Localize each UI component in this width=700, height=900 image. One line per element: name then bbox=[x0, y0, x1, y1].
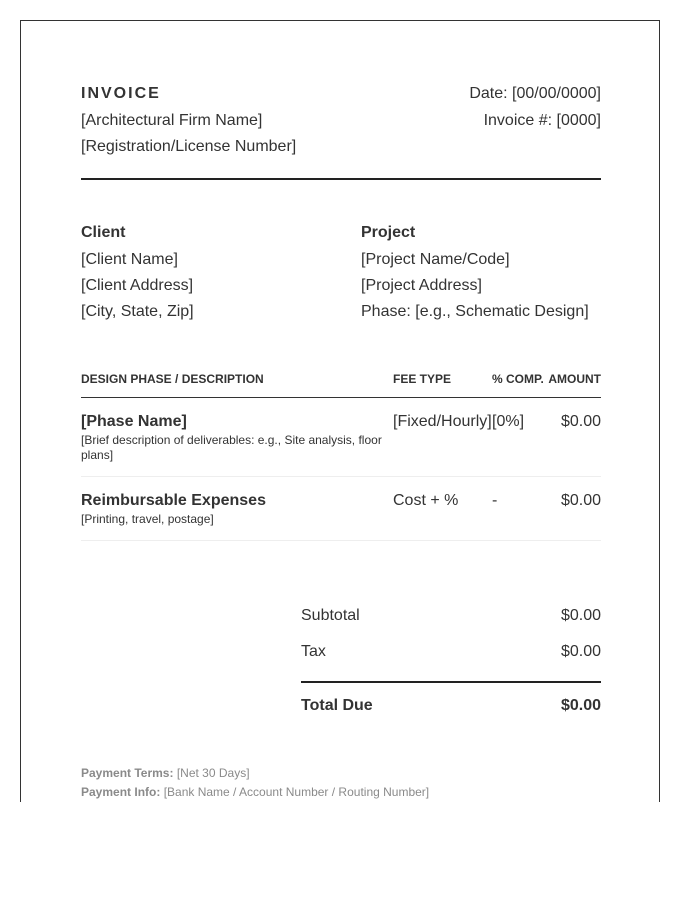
row-fee-type: [Fixed/Hourly] bbox=[393, 413, 492, 430]
firm-info bbox=[81, 83, 296, 160]
client-address: [Client Address] bbox=[81, 277, 194, 294]
table-row bbox=[81, 398, 601, 477]
payment-terms-label: Payment Terms: bbox=[81, 766, 174, 780]
payment-terms-value: [Net 30 Days] bbox=[176, 766, 250, 780]
project-heading: Project bbox=[361, 224, 416, 241]
payment-terms bbox=[81, 764, 601, 783]
total-due-value: $0.00 bbox=[560, 697, 601, 714]
table-row bbox=[81, 477, 601, 541]
payment-info bbox=[81, 783, 601, 802]
invoice-title: INVOICE bbox=[81, 85, 161, 102]
invoice-date: Date: [00/00/0000] bbox=[469, 85, 601, 102]
tax-value: $0.00 bbox=[560, 643, 601, 660]
project-block bbox=[361, 222, 589, 325]
subtotal-label: Subtotal bbox=[301, 607, 360, 624]
project-phase: Phase: [e.g., Schematic Design] bbox=[361, 303, 589, 320]
tax-label: Tax bbox=[301, 643, 326, 660]
total-due-label: Total Due bbox=[301, 697, 373, 714]
project-name: [Project Name/Code] bbox=[361, 251, 510, 268]
client-name: [Client Name] bbox=[81, 251, 178, 268]
invoice-sheet bbox=[20, 20, 660, 802]
item-name: [Phase Name] bbox=[81, 413, 187, 430]
header-divider bbox=[81, 178, 601, 180]
payment-info-value: [Bank Name / Account Number / Routing Number] bbox=[163, 785, 430, 799]
row-percent-complete: - bbox=[492, 492, 498, 509]
column-header-description: DESIGN PHASE / DESCRIPTION bbox=[81, 372, 264, 386]
item-description: [Printing, travel, postage] bbox=[81, 512, 214, 526]
tax-row bbox=[301, 641, 601, 677]
invoice-meta bbox=[469, 83, 601, 134]
registration-number: [Registration/License Number] bbox=[81, 138, 297, 155]
client-city: [City, State, Zip] bbox=[81, 303, 194, 320]
row-description-cell bbox=[81, 411, 389, 463]
payment-info-label: Payment Info: bbox=[81, 785, 161, 799]
payment-footer bbox=[81, 764, 601, 802]
row-percent-complete: [0%] bbox=[492, 413, 525, 430]
line-items-table bbox=[81, 371, 601, 541]
column-header-fee-type: FEE TYPE bbox=[393, 372, 452, 386]
item-name: Reimbursable Expenses bbox=[81, 492, 266, 509]
invoice-header bbox=[81, 83, 601, 179]
row-amount: $0.00 bbox=[560, 413, 601, 430]
row-amount: $0.00 bbox=[560, 492, 601, 509]
column-header-percent-complete: % COMP. bbox=[492, 372, 544, 386]
firm-name: [Architectural Firm Name] bbox=[81, 112, 263, 129]
totals-section bbox=[301, 605, 601, 731]
project-address: [Project Address] bbox=[361, 277, 482, 294]
totals-divider bbox=[301, 681, 601, 683]
table-header bbox=[81, 371, 601, 398]
invoice-number: Invoice #: [0000] bbox=[483, 112, 601, 129]
subtotal-value: $0.00 bbox=[560, 607, 601, 624]
row-description-cell bbox=[81, 490, 389, 527]
client-heading: Client bbox=[81, 224, 126, 241]
item-description: [Brief description of deliverables: e.g., Site analysis, floor plans] bbox=[81, 433, 382, 462]
subtotal-row bbox=[301, 605, 601, 641]
total-due-row bbox=[301, 695, 601, 731]
column-header-amount: AMOUNT bbox=[548, 372, 601, 386]
client-block bbox=[81, 222, 194, 325]
row-fee-type: Cost + % bbox=[393, 492, 459, 509]
